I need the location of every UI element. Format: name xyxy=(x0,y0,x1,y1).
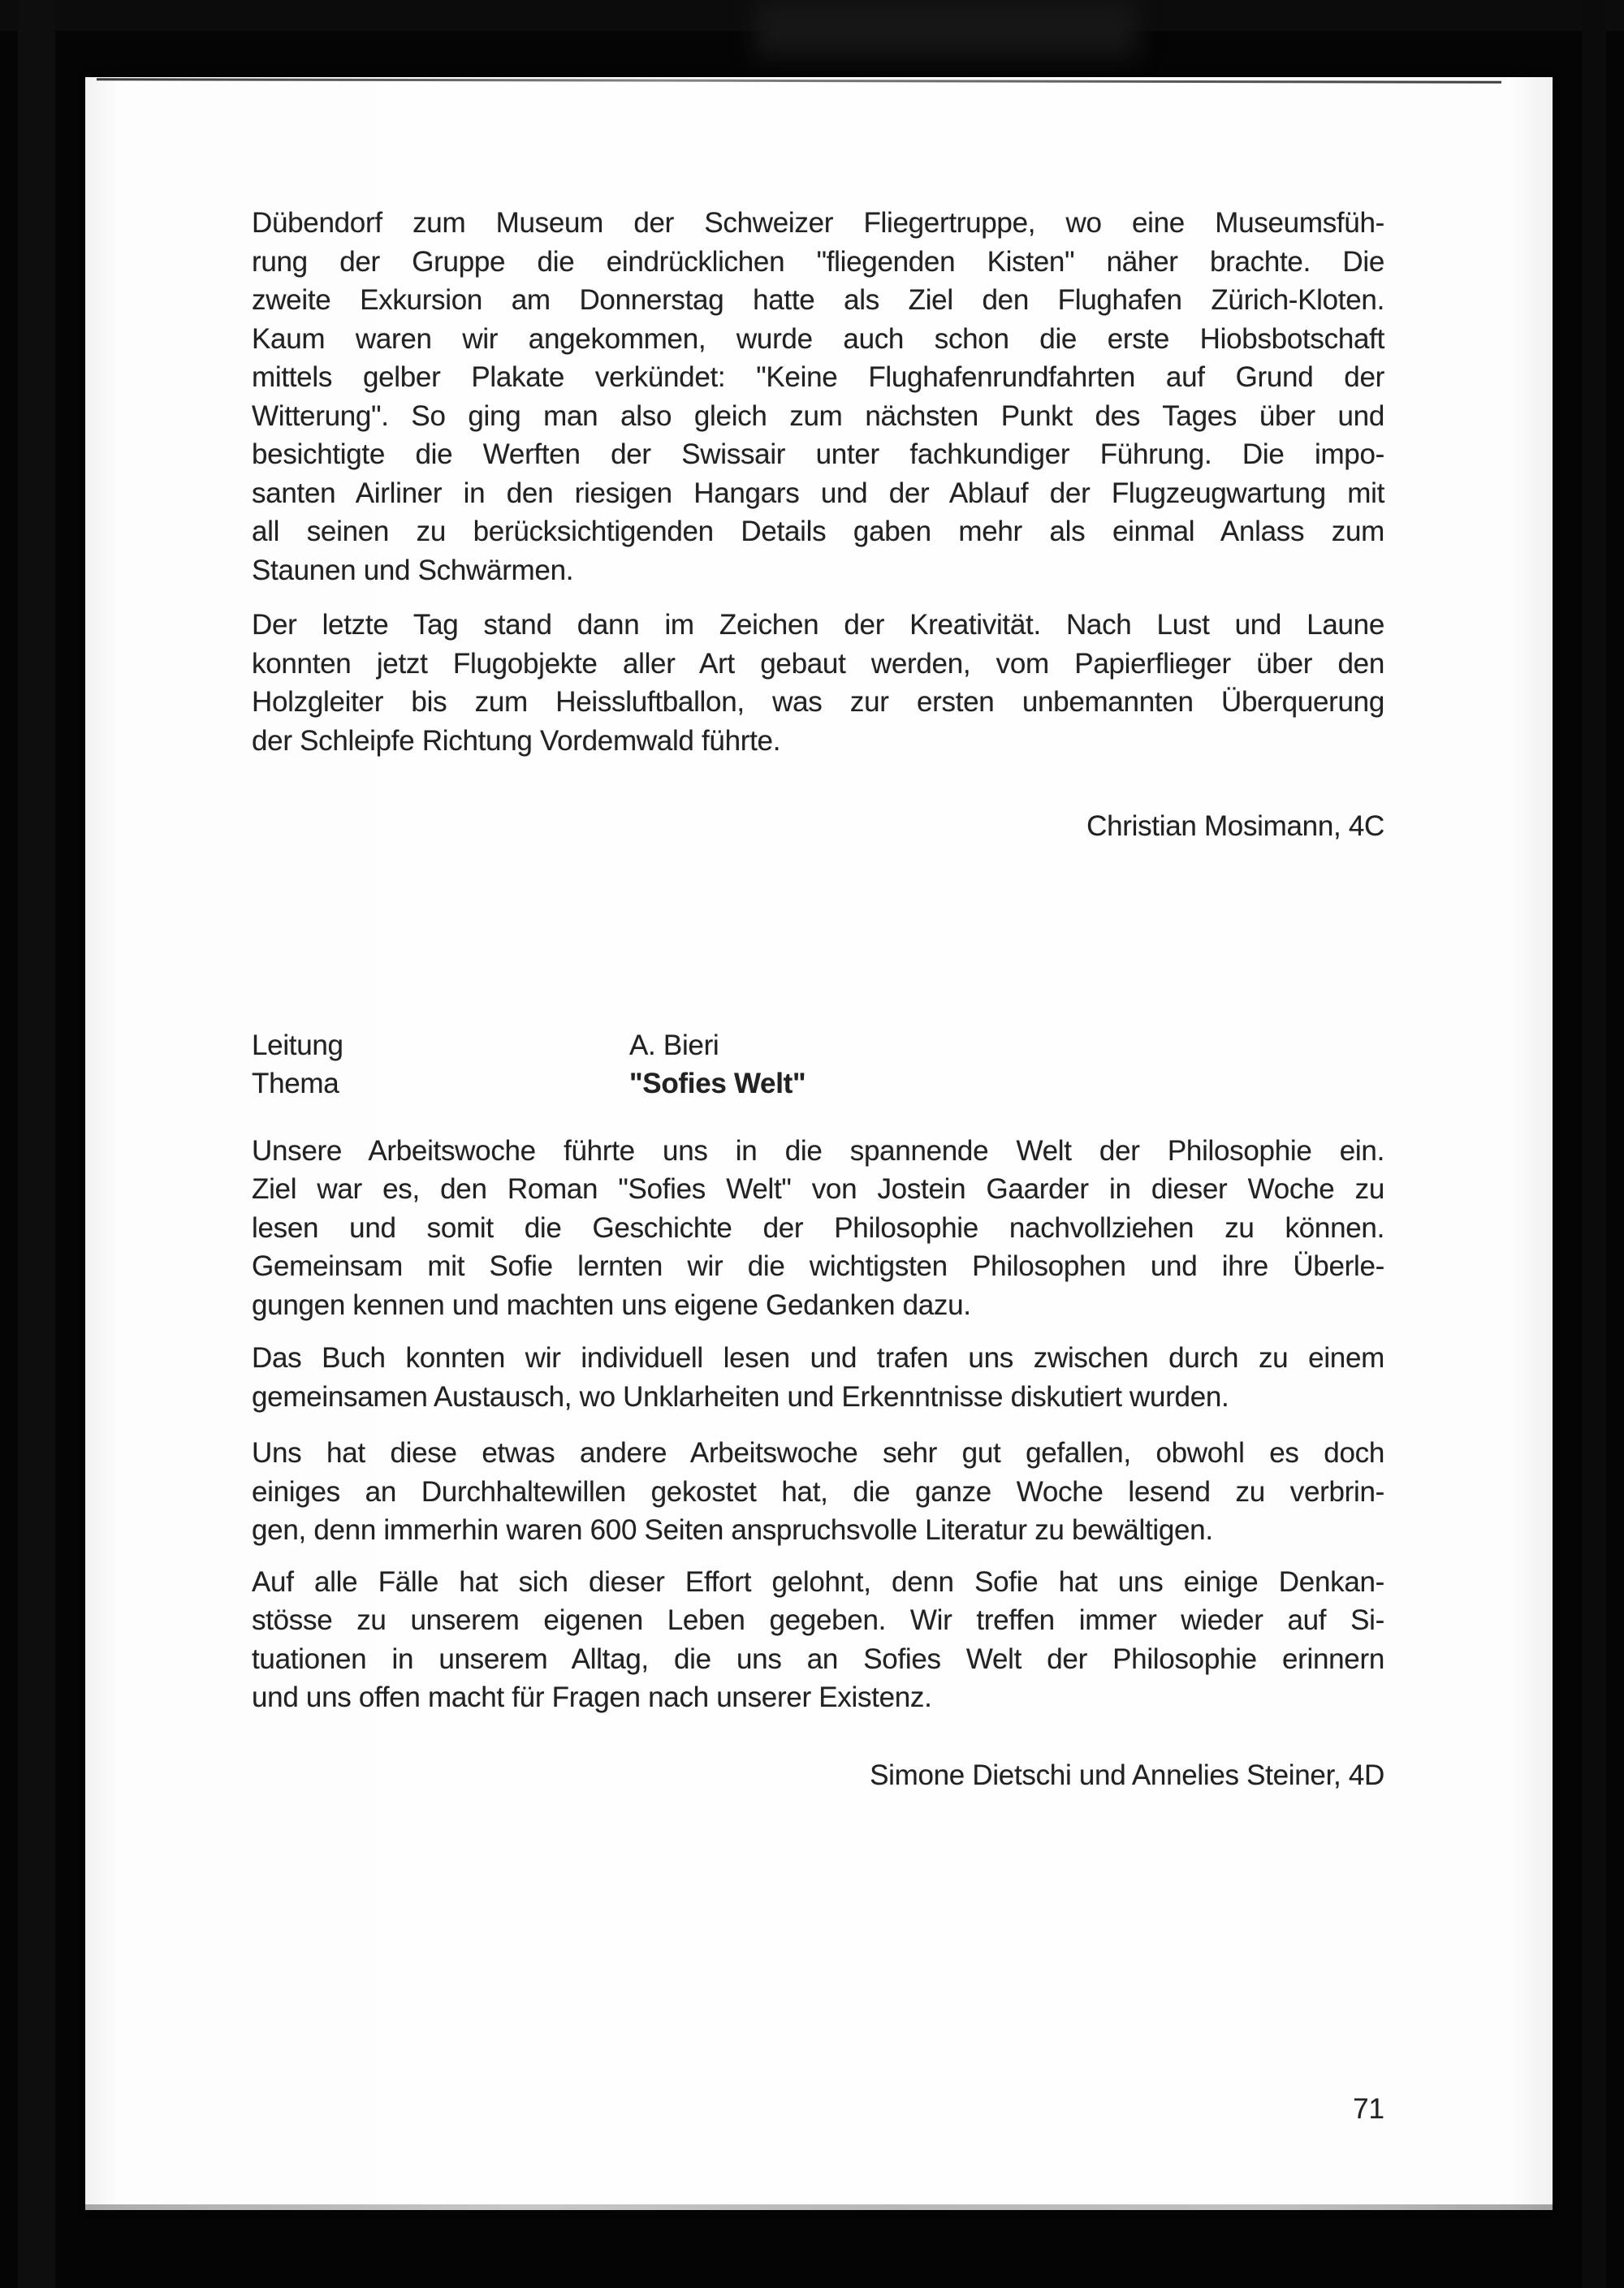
article-flight-week xyxy=(252,204,1384,846)
attribution-author: Christian Mosimann, 4C xyxy=(1086,810,1384,842)
meta-row-thema xyxy=(252,1064,1384,1103)
text-line: Unsere Arbeitswoche führte uns in die spannende Welt der Philosophie ein. xyxy=(252,1134,1384,1167)
text-line: Auf alle Fälle hat sich dieser Effort gelohnt, denn Sofie hat uns einige Denkan- xyxy=(252,1565,1384,1598)
text-line: Das Buch konnten wir individuell lesen und trafen uns zwischen durch zu einem xyxy=(252,1342,1384,1374)
text-line: Holzgleiter bis zum Heissluftballon, was zur ersten unbemannten Überquerung xyxy=(252,686,1384,718)
text-line: santen Airliner in den riesigen Hangars und der Ablauf der Flugzeugwartung mit xyxy=(252,477,1384,509)
text-line: Gemeinsam mit Sofie lernten wir die wichtigsten Philosophen und ihre Überle- xyxy=(252,1250,1384,1282)
article-meta xyxy=(252,1026,1384,1103)
meta-value-thema: "Sofies Welt" xyxy=(629,1068,806,1099)
article-sofie-paragraphs xyxy=(252,1132,1384,1717)
text-line: Der letzte Tag stand dann im Zeichen der Kreativität. Nach Lust und Laune xyxy=(252,609,1384,641)
text-line: Kaum waren wir angekommen, wurde auch schon die erste Hiobsbotschaft xyxy=(252,322,1384,355)
paragraph xyxy=(252,1132,1384,1325)
text-line: rung der Gruppe die eindrücklichen "fliegenden Kisten" näher brachte. Die xyxy=(252,245,1384,278)
scan-artifact xyxy=(18,0,55,2288)
text-line: konnten jetzt Flugobjekte aller Art gebaut werden, vom Papierflieger über den xyxy=(252,647,1384,680)
text-line: und uns offen macht für Fragen nach unserer Existenz. xyxy=(252,1681,932,1713)
text-line: gemeinsamen Austausch, wo Unklarheiten und Erkenntnisse diskutiert wurden. xyxy=(252,1380,1229,1413)
text-line: tuationen in unserem Alltag, die uns an Sofies Welt der Philosophie erinnern xyxy=(252,1643,1384,1675)
text-line: mittels gelber Plakate verkündet: "Keine Flughafenrundfahrten auf Grund der xyxy=(252,361,1384,393)
page-edge-shadow xyxy=(85,2204,1553,2210)
meta-value-leitung: A. Bieri xyxy=(629,1029,719,1061)
scan-artifact xyxy=(0,0,1624,31)
text-line: Uns hat diese etwas andere Arbeitswoche sehr gut gefallen, obwohl es doch xyxy=(252,1437,1384,1469)
paragraph xyxy=(252,606,1384,760)
text-line: Witterung". So ging man also gleich zum nächsten Punkt des Tages über und xyxy=(252,399,1384,432)
page-content xyxy=(252,77,1384,1794)
text-line: Ziel war es, den Roman "Sofies Welt" von Jostein Gaarder in dieser Woche zu xyxy=(252,1173,1384,1205)
article-flight-paragraphs xyxy=(252,204,1384,760)
meta-label-leitung: Leitung xyxy=(252,1029,343,1061)
text-line: Dübendorf zum Museum der Schweizer Fliegertruppe, wo eine Museumsfüh- xyxy=(252,207,1384,239)
text-line: stösse zu unserem eigenen Leben gegeben. Wir treffen immer wieder auf Si- xyxy=(252,1604,1384,1636)
scan-artifact xyxy=(1582,0,1606,2288)
paragraph xyxy=(252,1339,1384,1416)
paragraph xyxy=(252,1563,1384,1717)
text-line: gungen kennen und machten uns eigene Gedanken dazu. xyxy=(252,1289,971,1321)
attribution-author: Simone Dietschi und Annelies Steiner, 4D xyxy=(870,1759,1384,1791)
paragraph xyxy=(252,1434,1384,1550)
text-line: einiges an Durchhaltewillen gekostet hat, die ganze Woche lesend zu verbrin- xyxy=(252,1475,1384,1508)
scanned-page xyxy=(85,77,1553,2210)
article-sofies-welt xyxy=(252,1026,1384,1795)
paragraph xyxy=(252,204,1384,589)
meta-label-thema: Thema xyxy=(252,1068,339,1099)
text-line: zweite Exkursion am Donnerstag hatte als Ziel den Flughafen Zürich-Kloten. xyxy=(252,284,1384,316)
text-line: gen, denn immerhin waren 600 Seiten anspruchsvolle Literatur zu bewältigen. xyxy=(252,1514,1213,1546)
text-line: Staunen und Schwärmen. xyxy=(252,554,574,586)
text-line: der Schleipfe Richtung Vordemwald führte. xyxy=(252,724,781,757)
text-line: lesen und somit die Geschichte der Philosophie nachvollziehen zu können. xyxy=(252,1211,1384,1244)
page-number: 71 xyxy=(1353,2093,1384,2125)
text-line: all seinen zu berücksichtigenden Details gaben mehr als einmal Anlass zum xyxy=(252,516,1384,547)
text-line: besichtigte die Werften der Swissair unter fachkundiger Führung. Die impo- xyxy=(252,438,1384,470)
scan-artifact xyxy=(755,0,1137,57)
meta-row-leitung xyxy=(252,1026,1384,1065)
